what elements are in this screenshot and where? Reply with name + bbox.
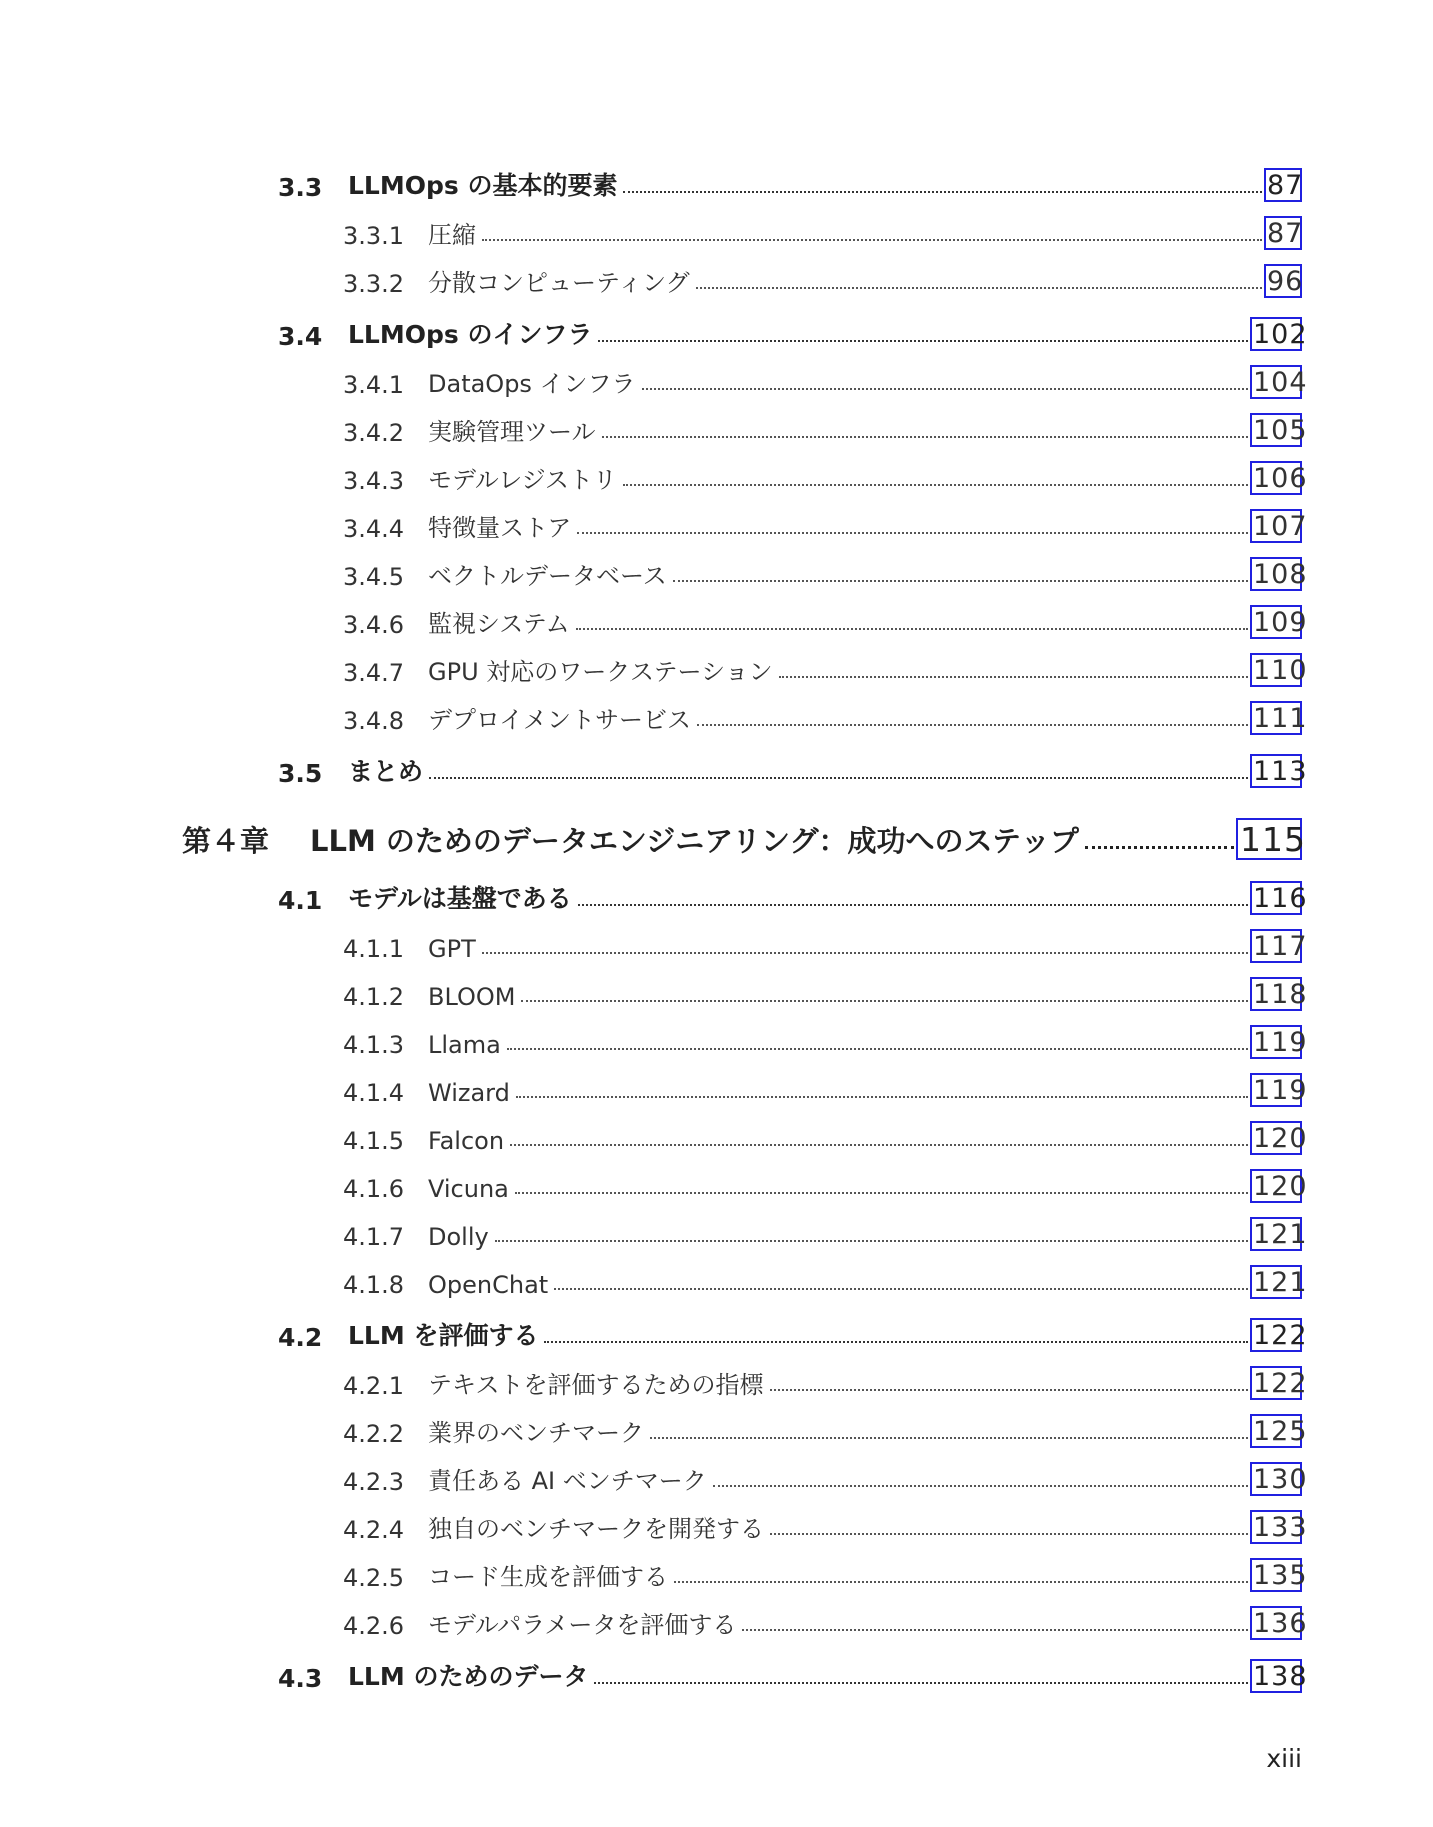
toc-entry-number: 3.4.4 <box>343 515 405 543</box>
toc-entry-title: 責任ある AI ベンチマーク <box>428 1467 707 1495</box>
toc-entry-number: 3.4.3 <box>343 467 405 495</box>
dot-leader <box>594 1682 1248 1684</box>
toc-subsection <box>343 1364 1308 1400</box>
toc-page-link[interactable]: 121 <box>1250 1265 1302 1299</box>
toc-entry-number: 3.4.8 <box>343 707 405 735</box>
toc-page-link[interactable]: 135 <box>1250 1558 1302 1592</box>
dot-leader <box>674 1581 1248 1583</box>
dot-leader <box>1085 846 1234 849</box>
dot-leader <box>770 1533 1248 1535</box>
toc-entry-number: 3.3 <box>278 173 323 202</box>
dot-leader <box>507 1048 1248 1050</box>
toc-entry-number: 4.1.2 <box>343 983 405 1011</box>
dot-leader <box>510 1144 1248 1146</box>
toc-entry-number: 4.2.5 <box>343 1564 405 1592</box>
toc-entry-number: 3.4.7 <box>343 659 405 687</box>
toc-page-link[interactable]: 122 <box>1250 1366 1302 1400</box>
toc-chapter <box>182 814 1306 860</box>
toc-page-link[interactable]: 110 <box>1250 653 1302 687</box>
toc-entry-title: LLMOps のインフラ <box>348 320 593 349</box>
toc-page-link[interactable]: 108 <box>1250 557 1302 591</box>
toc-page-link[interactable]: 104 <box>1250 365 1302 399</box>
toc-page-link[interactable]: 106 <box>1250 461 1302 495</box>
toc-entry-number: 3.4 <box>278 322 323 351</box>
dot-leader <box>602 436 1248 438</box>
toc-entry-number: 4.2.3 <box>343 1468 405 1496</box>
dot-leader <box>576 628 1248 630</box>
toc-page-link[interactable]: 121 <box>1250 1217 1302 1251</box>
toc-entry-title: テキストを評価するための指標 <box>428 1371 764 1399</box>
toc-section <box>278 166 1302 202</box>
dot-leader <box>515 1192 1248 1194</box>
toc-entry-title: Vicuna <box>428 1175 509 1203</box>
toc-subsection <box>343 1508 1308 1544</box>
toc-entry-number: 4.1.5 <box>343 1127 405 1155</box>
toc-entry-number: 4.2.1 <box>343 1372 405 1400</box>
toc-subsection <box>343 1119 1308 1155</box>
toc-entry-title: Llama <box>428 1031 501 1059</box>
toc-entry-number: 4.2.2 <box>343 1420 405 1448</box>
dot-leader <box>770 1389 1248 1391</box>
toc-entry-title: コード生成を評価する <box>428 1563 668 1591</box>
toc-subsection <box>343 363 1308 399</box>
toc-entry-title: LLMOps の基本的要素 <box>348 171 618 200</box>
toc-subsection <box>343 507 1308 543</box>
toc-subsection <box>343 1556 1308 1592</box>
toc-entry-title: DataOps インフラ <box>428 370 636 398</box>
toc-subsection <box>343 927 1308 963</box>
toc-subsection <box>343 214 1302 250</box>
toc-entry-number: 3.5 <box>278 759 323 788</box>
toc-entry-number: 4.2 <box>278 1323 323 1352</box>
toc-subsection <box>343 1023 1308 1059</box>
dot-leader <box>429 777 1248 779</box>
toc-entry-title: Falcon <box>428 1127 505 1155</box>
dot-leader <box>696 287 1262 289</box>
toc-subsection <box>343 699 1308 735</box>
toc-page-link[interactable]: 105 <box>1250 413 1302 447</box>
toc-entry-number: 4.1.3 <box>343 1031 405 1059</box>
dot-leader <box>623 484 1248 486</box>
toc-page-link[interactable]: 102 <box>1250 317 1302 351</box>
toc-entry-title: 圧縮 <box>428 221 476 249</box>
toc-section <box>278 1316 1308 1352</box>
dot-leader <box>642 388 1248 390</box>
toc-entry-number: 4.1 <box>278 886 323 915</box>
toc-subsection <box>343 1460 1308 1496</box>
toc-section <box>278 879 1308 915</box>
toc-subsection <box>343 1215 1308 1251</box>
toc-subsection <box>343 262 1302 298</box>
toc-entry-title: 独自のベンチマークを開発する <box>428 1515 764 1543</box>
dot-leader <box>598 340 1248 342</box>
toc-subsection <box>343 555 1308 591</box>
toc-page-link[interactable]: 117 <box>1250 929 1302 963</box>
toc-entry-title: GPT <box>428 935 476 963</box>
dot-leader <box>578 904 1248 906</box>
toc-entry-title: 業界のベンチマーク <box>428 1419 644 1447</box>
dot-leader <box>544 1341 1248 1343</box>
toc-entry-title: モデルレジストリ <box>428 466 617 494</box>
dot-leader <box>713 1485 1248 1487</box>
toc-entry-title: まとめ <box>348 757 424 786</box>
toc-entry-title: Wizard <box>428 1079 510 1107</box>
page-number: xiii <box>1266 1744 1302 1773</box>
toc-subsection <box>343 603 1308 639</box>
toc-entry-number: 4.1.4 <box>343 1079 405 1107</box>
toc-page-link[interactable]: 119 <box>1250 1073 1302 1107</box>
toc-entry-title: GPU 対応のワークステーション <box>428 658 773 686</box>
toc-entry-title: 監視システム <box>428 610 570 638</box>
dot-leader <box>577 532 1248 534</box>
toc-entry-title: Dolly <box>428 1223 489 1251</box>
dot-leader <box>742 1629 1248 1631</box>
toc-page-link[interactable]: 109 <box>1250 605 1302 639</box>
toc-entry-number: 4.2.4 <box>343 1516 405 1544</box>
dot-leader <box>521 1000 1248 1002</box>
toc-page-link[interactable]: 130 <box>1250 1462 1302 1496</box>
dot-leader <box>495 1240 1248 1242</box>
toc-page-link[interactable]: 107 <box>1250 509 1302 543</box>
toc-page-link[interactable]: 120 <box>1250 1121 1302 1155</box>
toc-page-link[interactable]: 96 <box>1264 264 1302 298</box>
toc-entry-number: 4.1.8 <box>343 1271 405 1299</box>
dot-leader <box>779 676 1248 678</box>
dot-leader <box>516 1096 1248 1098</box>
toc-page-link[interactable]: 116 <box>1250 881 1302 915</box>
toc-page-link[interactable]: 119 <box>1250 1025 1302 1059</box>
toc-page-link[interactable]: 115 <box>1236 818 1302 860</box>
toc-page-link[interactable]: 118 <box>1250 977 1302 1011</box>
dot-leader <box>482 952 1248 954</box>
toc-entry-number: 3.4.6 <box>343 611 405 639</box>
toc-subsection <box>343 1167 1308 1203</box>
toc-page-link[interactable]: 138 <box>1250 1659 1302 1693</box>
toc-entry-title: BLOOM <box>428 983 516 1011</box>
toc-entry-title: 特徴量ストア <box>428 514 572 542</box>
dot-leader <box>650 1437 1248 1439</box>
toc-page-link[interactable]: 87 <box>1264 216 1302 250</box>
toc-entry-title: ベクトルデータベース <box>428 562 667 590</box>
toc-subsection <box>343 651 1308 687</box>
toc-entry-title: モデルは基盤である <box>348 884 572 913</box>
toc-page-link[interactable]: 133 <box>1250 1510 1302 1544</box>
toc-subsection <box>343 1412 1308 1448</box>
toc-entry-title: 実験管理ツール <box>428 418 596 446</box>
toc-page-link[interactable]: 125 <box>1250 1414 1302 1448</box>
toc-entry-title: OpenChat <box>428 1271 549 1299</box>
toc-section <box>278 752 1308 788</box>
dot-leader <box>482 239 1262 241</box>
toc-page-link[interactable]: 122 <box>1250 1318 1302 1352</box>
toc-entry-number: 3.3.2 <box>343 270 405 298</box>
toc-entry-title: LLM を評価する <box>348 1321 539 1350</box>
toc-page-link[interactable]: 136 <box>1250 1606 1302 1640</box>
toc-entry-title: デプロイメントサービス <box>428 706 692 734</box>
toc-page-link[interactable]: 87 <box>1264 168 1302 202</box>
toc-subsection <box>343 1071 1308 1107</box>
toc-entry-number: 3.3.1 <box>343 222 405 250</box>
toc-section <box>278 315 1308 351</box>
toc-entry-number: 4.1.6 <box>343 1175 405 1203</box>
dot-leader <box>554 1288 1248 1290</box>
toc-entry-title: モデルパラメータを評価する <box>428 1611 737 1639</box>
toc-entry-number: 第４章 <box>182 824 270 858</box>
toc-page-link[interactable]: 113 <box>1250 754 1302 788</box>
toc-subsection <box>343 1604 1308 1640</box>
toc-entry-number: 3.4.1 <box>343 371 405 399</box>
toc-entry-number: 4.1.7 <box>343 1223 405 1251</box>
toc-entry-title: 分散コンピューティング <box>428 269 690 297</box>
toc-page-link[interactable]: 120 <box>1250 1169 1302 1203</box>
toc-entry-number: 3.4.5 <box>343 563 405 591</box>
toc-entry-title: LLM のためのデータエンジニアリング：成功へのステップ <box>310 824 1079 858</box>
toc-subsection <box>343 975 1308 1011</box>
toc-page-link[interactable]: 111 <box>1250 701 1302 735</box>
toc-entry-number: 4.2.6 <box>343 1612 405 1640</box>
toc-section <box>278 1657 1308 1693</box>
toc-subsection <box>343 411 1308 447</box>
toc-entry-title: LLM のためのデータ <box>348 1662 589 1691</box>
dot-leader <box>673 580 1248 582</box>
toc-subsection <box>343 1263 1308 1299</box>
toc-entry-number: 3.4.2 <box>343 419 405 447</box>
toc-subsection <box>343 459 1308 495</box>
dot-leader <box>697 724 1248 726</box>
dot-leader <box>623 191 1262 193</box>
toc-entry-number: 4.1.1 <box>343 935 405 963</box>
toc-entry-number: 4.3 <box>278 1664 323 1693</box>
